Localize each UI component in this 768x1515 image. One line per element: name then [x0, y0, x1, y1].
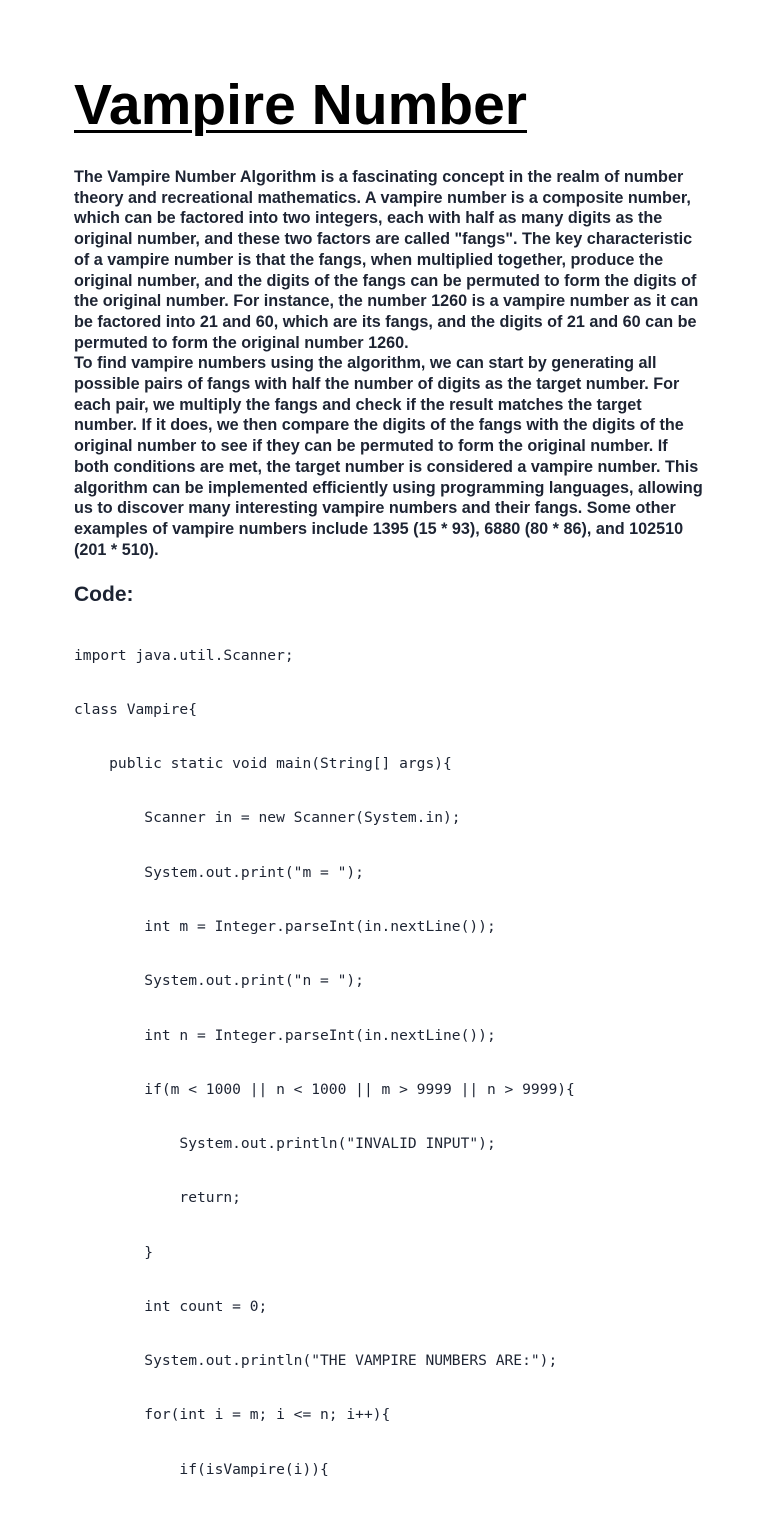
code-line: }	[74, 1243, 154, 1261]
code-line: int count = 0;	[74, 1297, 268, 1315]
code-block	[74, 610, 704, 1515]
code-line: return;	[74, 1189, 241, 1207]
code-line: int m = Integer.parseInt(in.nextLine());	[74, 917, 496, 935]
code-line: Scanner in = new Scanner(System.in);	[74, 809, 461, 827]
code-line: System.out.println("INVALID INPUT");	[74, 1135, 496, 1153]
document-page	[74, 70, 704, 1515]
algorithm-paragraph: To find vampire numbers using the algorithm, we can start by generating all possible pairs of fangs with half the number of digits as the target number. For each pair, we multiply the fangs and check if the result matches the target number. If it does, we then compare the digits of the fangs with the digits of the original number to see if they can be permuted to form the original number. If both conditions are met, the target number is considered a vampire number. This algorithm can be implemented efficiently using programming languages, allowing us to discover many interesting vampire numbers and their fangs. Some other examples of vampire numbers include 1395 (15 * 93), 6880 (80 * 86), and 102510 (201 * 510).	[74, 354, 703, 559]
code-line: if(isVampire(i)){	[74, 1460, 329, 1478]
page-title: Vampire Number	[74, 73, 527, 137]
code-line: int n = Integer.parseInt(in.nextLine());	[74, 1026, 496, 1044]
intro-paragraph: The Vampire Number Algorithm is a fascinating concept in the realm of number theory and recreational mathematics. A vampire number is a composite number, which can be factored into two integers, each with half as many digits as the original number, and these two factors are called "fangs". The key characteristic of a vampire number is that the fangs, when multiplied together, produce the original number, and the digits of the fangs can be permuted to form the digits of the original number. For instance, the number 1260 is a vampire number as it can be factored into 21 and 60, which are its fangs, and the digits of 21 and 60 can be permuted to form the original number 1260.	[74, 168, 699, 352]
code-line: import java.util.Scanner;	[74, 646, 294, 664]
code-line: System.out.println("THE VAMPIRE NUMBERS ARE:");	[74, 1352, 558, 1370]
code-line: for(int i = m; i <= n; i++){	[74, 1406, 391, 1424]
code-line: public static void main(String[] args){	[74, 755, 452, 773]
code-heading: Code:	[74, 583, 134, 607]
code-line: if(m < 1000 || n < 1000 || m > 9999 || n > 9999){	[74, 1080, 575, 1098]
code-line: System.out.print("m = ");	[74, 863, 364, 881]
code-line: System.out.print("n = ");	[74, 972, 364, 990]
code-line: class Vampire{	[74, 700, 198, 718]
